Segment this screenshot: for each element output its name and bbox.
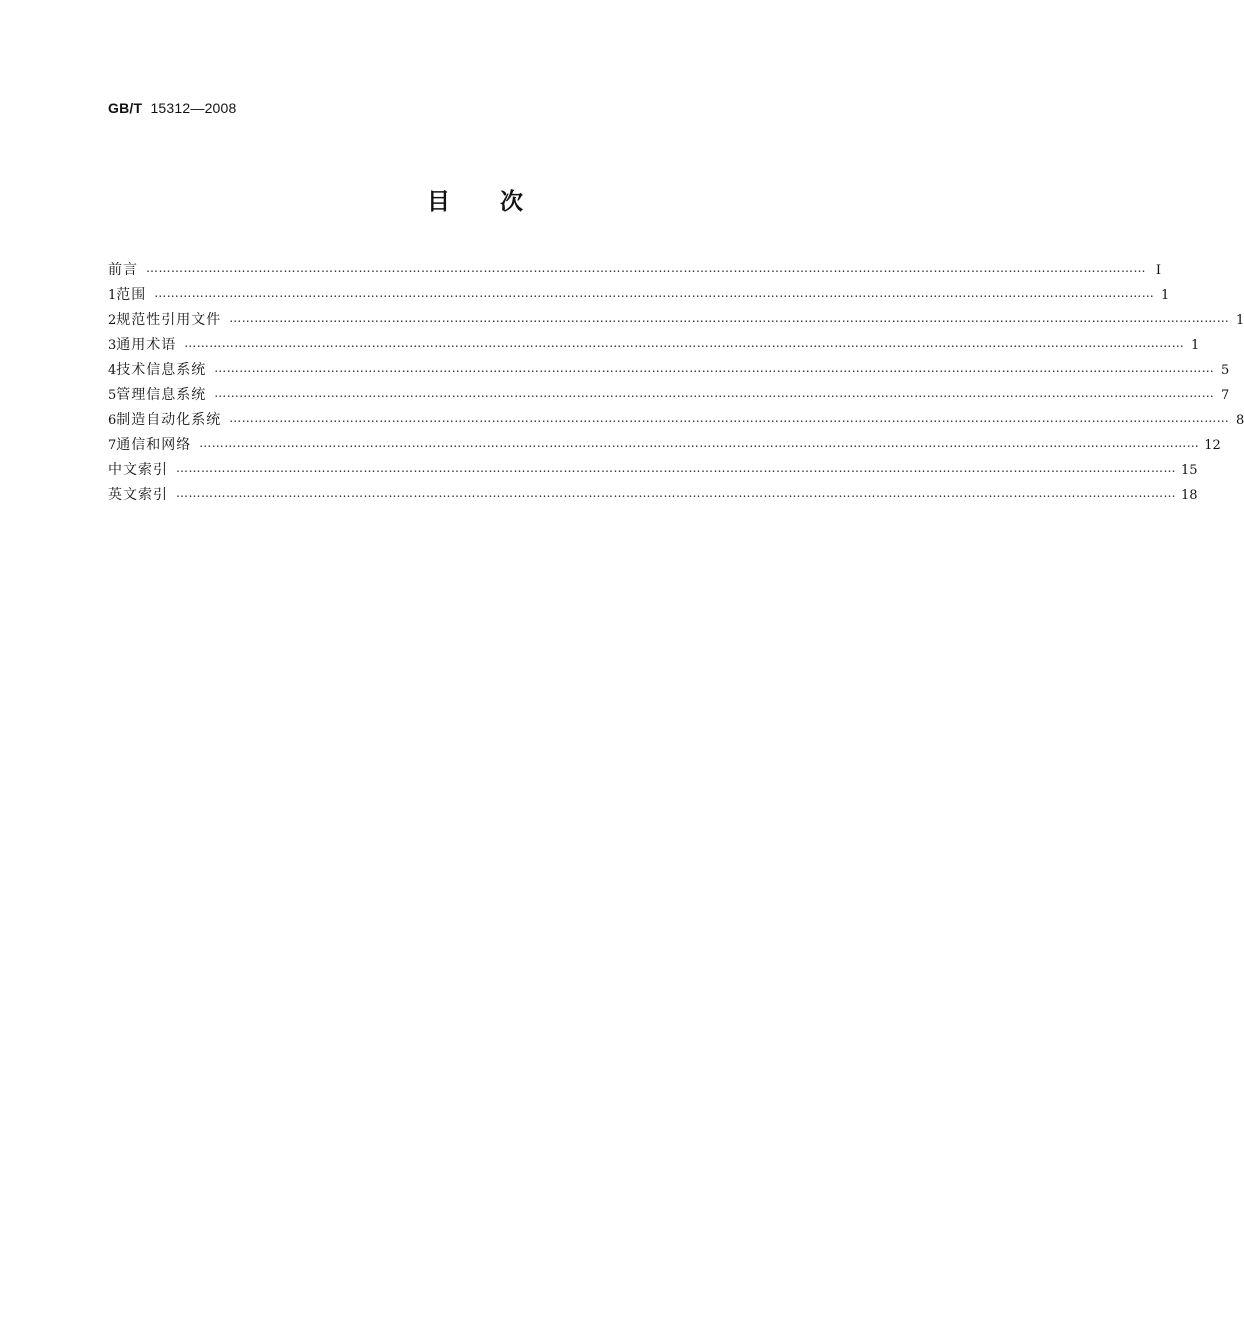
toc-entry-label: 中文索引 xyxy=(108,462,168,478)
toc-entry-page: Ⅰ xyxy=(1155,263,1161,278)
toc-entry[interactable] xyxy=(108,433,1221,458)
toc-entry[interactable] xyxy=(108,383,1230,408)
toc-entry-number: 4 xyxy=(108,363,117,378)
toc-entry-page: 18 xyxy=(1181,488,1198,503)
toc-entry-page: 7 xyxy=(1221,388,1230,403)
toc-entry-number: 3 xyxy=(108,338,117,353)
standard-prefix: GB/T xyxy=(108,100,143,116)
standard-code xyxy=(108,100,237,116)
toc-entry-page: 5 xyxy=(1221,363,1230,378)
toc-entry[interactable] xyxy=(108,283,1170,308)
toc-entry-number: 7 xyxy=(108,438,117,453)
toc-entry-label: 通信和网络 xyxy=(116,437,192,453)
toc-entry-label: 制造自动化系统 xyxy=(116,412,222,428)
toc-dot-leader: …………………………………………………………………………………………………………………………………………………………………………………………………………………… xyxy=(229,311,1230,325)
toc-entry-number: 5 xyxy=(108,388,117,403)
toc-entry[interactable] xyxy=(108,258,1161,283)
toc-entry-label: 前言 xyxy=(108,262,138,278)
toc-entry-number: 2 xyxy=(108,313,117,328)
toc-entry-label: 管理信息系统 xyxy=(116,387,207,403)
toc-entry[interactable] xyxy=(108,308,1244,333)
table-of-contents xyxy=(108,258,1244,508)
toc-entry-number: 6 xyxy=(108,413,117,428)
toc-dot-leader: …………………………………………………………………………………………………………………………………………………………………………………………………………………… xyxy=(214,386,1215,400)
page-title-char-1: 目 xyxy=(427,189,450,215)
toc-entry-label: 范围 xyxy=(116,287,147,303)
toc-entry[interactable] xyxy=(108,333,1200,358)
toc-dot-leader: …………………………………………………………………………………………………………………………………………………………………………………………………………………… xyxy=(199,436,1200,450)
toc-entry-number: 1 xyxy=(108,288,117,303)
toc-entry-label: 通用术语 xyxy=(116,337,177,353)
toc-entry-page: 1 xyxy=(1161,288,1170,303)
toc-dot-leader: …………………………………………………………………………………………………………………………………………………………………………………………………………………… xyxy=(184,336,1185,350)
toc-entry[interactable] xyxy=(108,458,1198,483)
toc-dot-leader: …………………………………………………………………………………………………………………………………………………………………………………………………………………… xyxy=(146,261,1146,275)
toc-entry-page: 15 xyxy=(1181,463,1198,478)
standard-number: 15312—2008 xyxy=(150,100,237,116)
page-title xyxy=(0,183,950,216)
toc-dot-leader: …………………………………………………………………………………………………………………………………………………………………………………………………………………… xyxy=(229,411,1230,425)
toc-entry[interactable] xyxy=(108,358,1230,383)
toc-entry-page: 8 xyxy=(1236,413,1244,428)
toc-dot-leader: …………………………………………………………………………………………………………………………………………………………………………………………………………………… xyxy=(176,486,1176,500)
toc-entry-label: 技术信息系统 xyxy=(116,362,207,378)
toc-dot-leader: …………………………………………………………………………………………………………………………………………………………………………………………………………………… xyxy=(154,286,1155,300)
toc-entry[interactable] xyxy=(108,408,1244,433)
toc-entry-page: 1 xyxy=(1191,338,1200,353)
toc-dot-leader: …………………………………………………………………………………………………………………………………………………………………………………………………………………… xyxy=(176,461,1176,475)
toc-entry-page: 12 xyxy=(1204,438,1221,453)
toc-dot-leader: …………………………………………………………………………………………………………………………………………………………………………………………………………………… xyxy=(214,361,1215,375)
toc-entry[interactable] xyxy=(108,483,1198,508)
toc-entry-label: 规范性引用文件 xyxy=(116,312,222,328)
toc-entry-label: 英文索引 xyxy=(108,487,168,503)
toc-entry-page: 1 xyxy=(1236,313,1244,328)
page-title-char-2: 次 xyxy=(500,189,523,215)
